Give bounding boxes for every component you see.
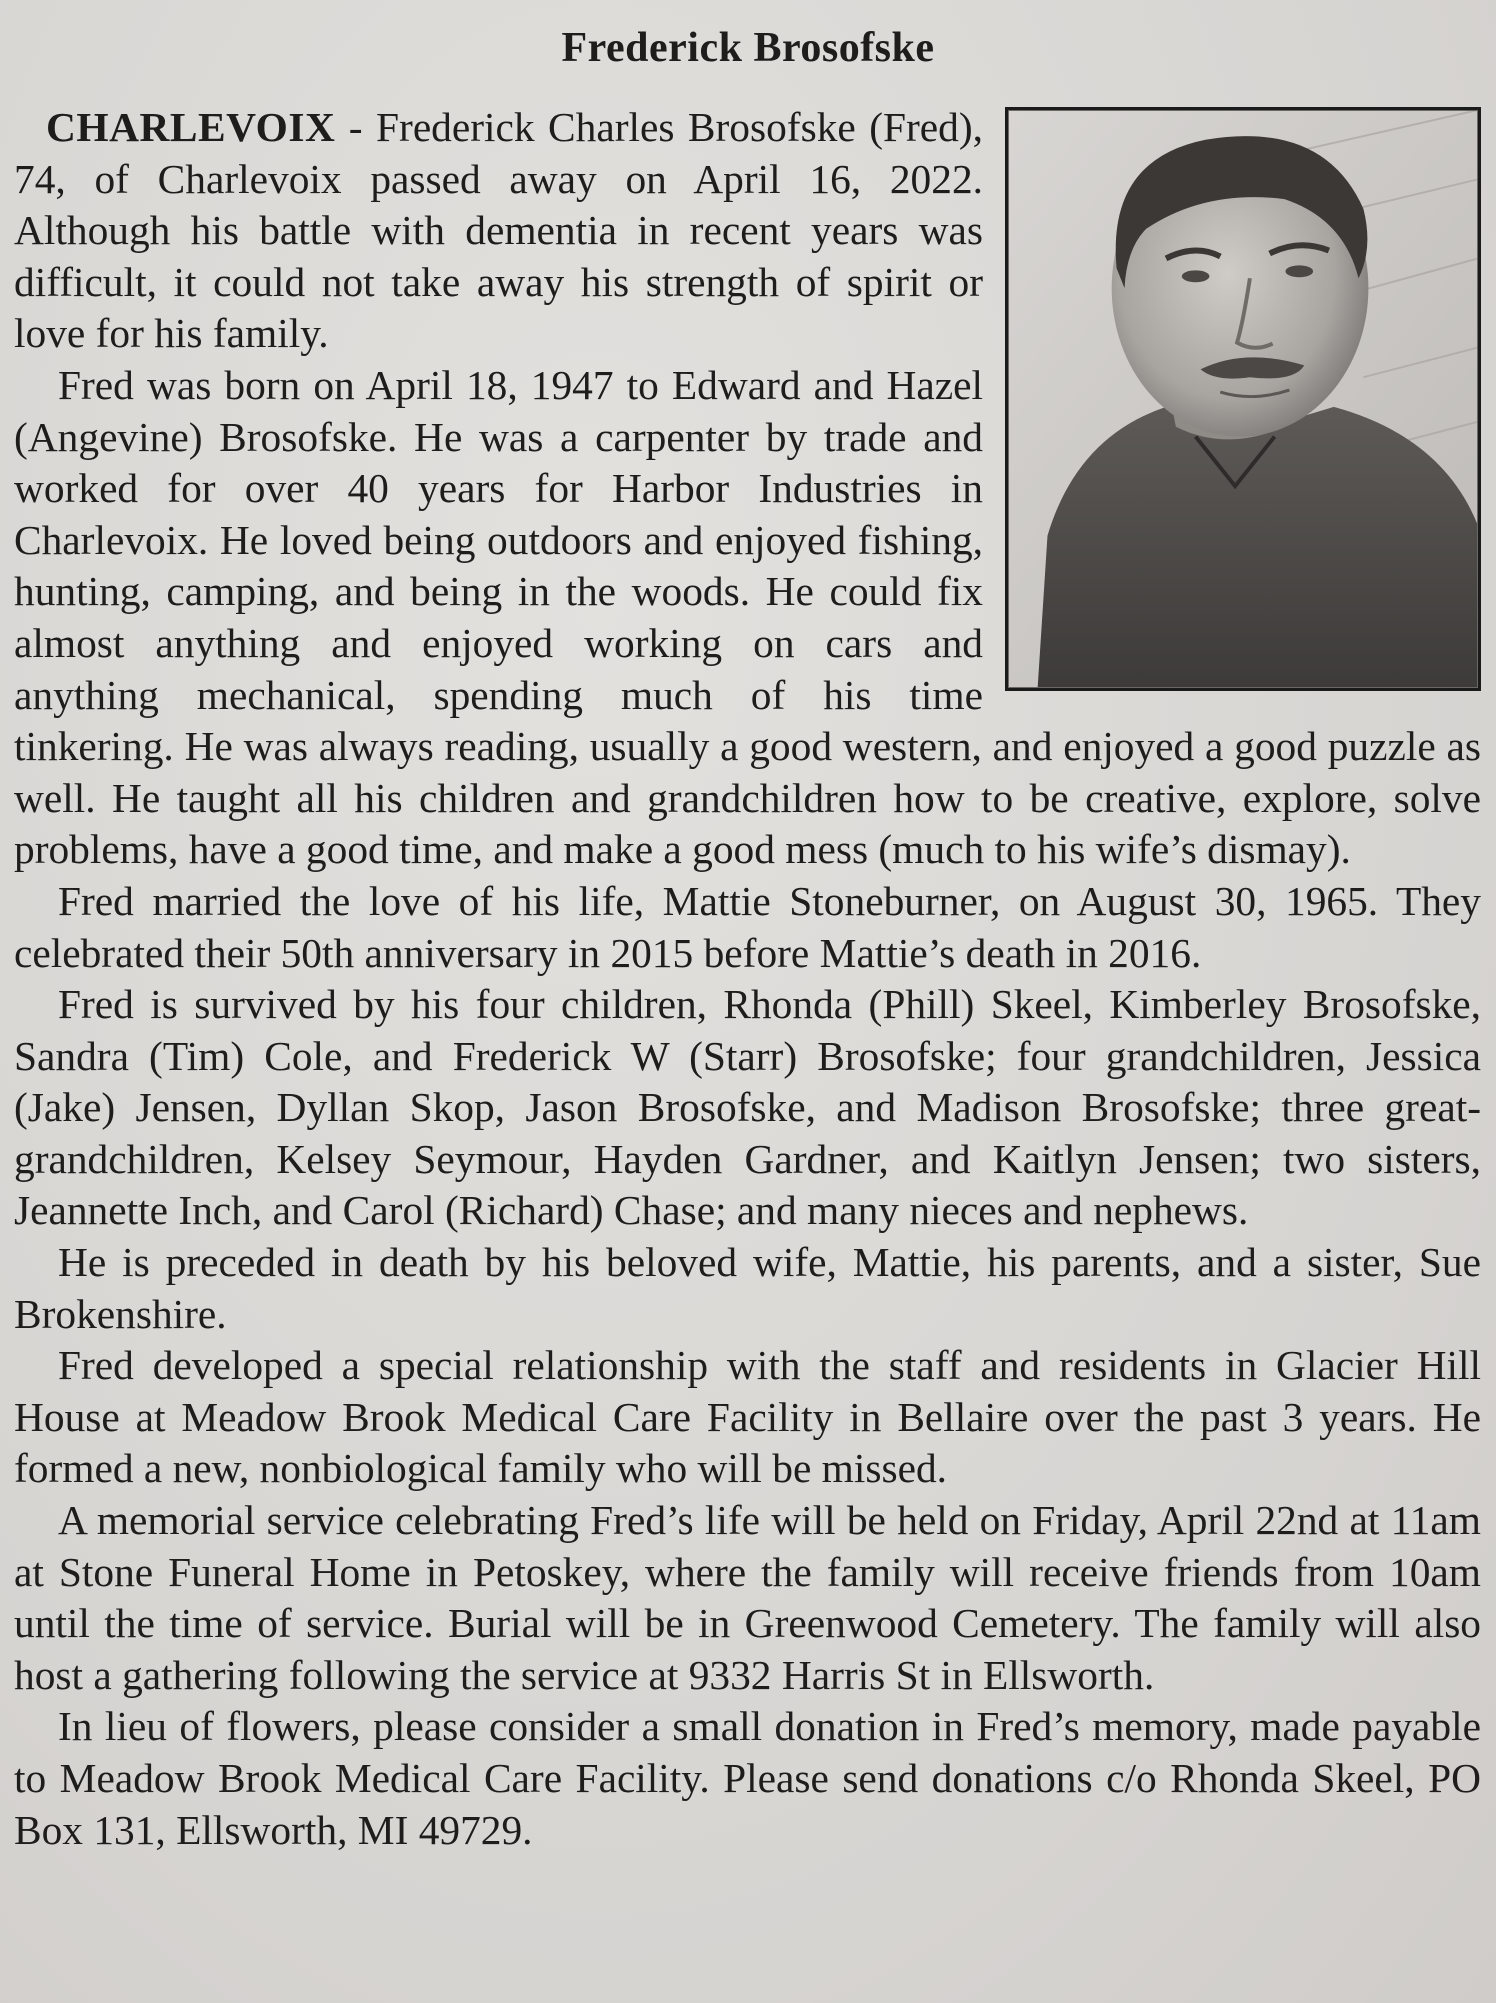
paragraph-care-facility: Fred developed a special relationship with the staff and residents in Glacier Hill House at Meadow Brook Medical Care Facility in Bellaire over the past 3 years. He formed a new, nonbiological family who will be missed. bbox=[14, 1342, 1481, 1492]
paragraph-donations: In lieu of flowers, please consider a small donation in Fred’s memory, made payable to Meadow Brook Medical Care Facility. Please send donations c/o Rhonda Skeel, PO Box 131, Ellsworth, MI 49729. bbox=[14, 1703, 1481, 1853]
paragraph-preceded: He is preceded in death by his beloved wife, Mattie, his parents, and a sister, Sue Brokenshire. bbox=[14, 1239, 1481, 1337]
intro-text: - Frederick Charles Brosofske (Fred), 74, of Charlevoix passed away on April 16, 2022. Although his battle with dementia in recent years was difficult, it could not take away his strength of spirit or love for his family. bbox=[14, 104, 983, 357]
dateline: CHARLEVOIX bbox=[46, 104, 336, 150]
paragraph-marriage: Fred married the love of his life, Mattie Stoneburner, on August 30, 1965. They celebrated their 50th anniversary in 2015 before Mattie’s death in 2016. bbox=[14, 877, 1481, 976]
portrait-image bbox=[1008, 110, 1478, 688]
paragraph-service: A memorial service celebrating Fred’s life will be held on Friday, April 22nd at 11am at Stone Funeral Home in Petoskey, where the family will receive friends from 10am until the time of service. Burial will be in Greenwood Cemetery. The family will also host a gathering following the service at 9332 Harris St in Ellsworth. bbox=[14, 1497, 1481, 1698]
paragraph-survivors: Fred is survived by his four children, Rhonda (Phill) Skeel, Kimberley Brosofske, Sandra (Tim) Cole, and Frederick W (Starr) Brosofske; four grandchildren, Jessica (Jake) Jensen, Dyllan Skop, Jason Brosofske, and Madison Brosofske; three great-grandchildren, Kelsey Seymour, Hayden Gardner, and Kaitlyn Jensen; two sisters, Jeannette Inch, and Carol (Richard) Chase; and many nieces and nephews. bbox=[14, 981, 1481, 1234]
portrait-photo bbox=[1005, 107, 1481, 691]
paragraph-biography: Fred was born on April 18, 1947 to Edward and Hazel (Angevine) Brosofske. He was a carpenter by trade and worked for over 40 years for Harbor Industries in Charlevoix. He loved being outdoors and enjoyed fishing, hunting, camping, and being in the woods. He could fix almost anything and enjoyed working on cars and anything mechanical, spending much of his time tinkering. He was always reading, usually a good western, and enjoyed a good puzzle as well. He taught all his children and grandchildren how to be creative, explore, solve problems, have a good time, and make a good mess (much to his wife’s dismay). bbox=[14, 361, 1481, 873]
obituary-headline: Frederick Brosofske bbox=[561, 25, 935, 71]
obituary-body bbox=[14, 102, 1481, 1856]
